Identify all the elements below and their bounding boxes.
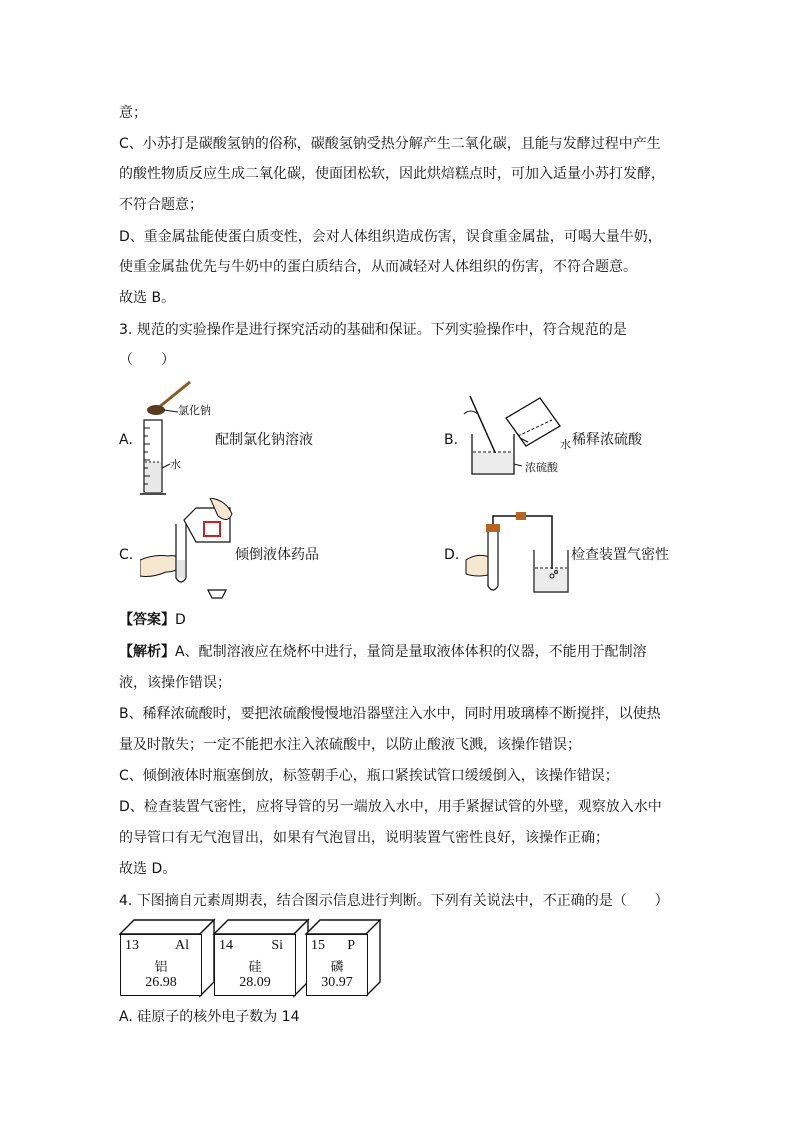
pouring-liquid-figure (140, 498, 250, 608)
atomic-mass: 30.97 (321, 975, 353, 990)
element-symbol: Si (271, 938, 283, 953)
option-c-letter: C. (119, 547, 134, 563)
text-line: 使重金属盐优先与牛奶中的蛋白质结合，从而减轻对人体组织的伤害，不符合题意。 (119, 259, 637, 275)
answer-value: D (175, 612, 186, 628)
analysis-text: A、配制溶液应在烧杯中进行，量筒是量取液体体积的仪器，不能用于配制溶 (175, 644, 647, 660)
analysis-label: 【解析】 (119, 644, 175, 660)
element-name: 磷 (330, 960, 344, 975)
option-b-caption: 稀释浓硫酸 (572, 432, 642, 448)
answer-blank: （ ） (119, 352, 175, 368)
element-card-al (120, 934, 202, 996)
option-c-caption: 倾倒液体药品 (235, 547, 319, 563)
airtightness-figure (462, 508, 572, 598)
text-line: 的酸性物质反应生成二氧化碳，使面团松软，因此烘焙糕点时，可加入适量小苏打发酵， (119, 166, 665, 182)
element-name: 硅 (248, 960, 262, 975)
option-d-caption: 检查装置气密性 (571, 547, 669, 563)
option-d-letter: D. (444, 547, 460, 563)
label-water-b: 水 (560, 438, 571, 451)
question-4-option-a: A. 硅原子的核外电子数为 14 (119, 1009, 300, 1025)
atomic-mass: 28.09 (239, 975, 271, 990)
element-name: 铝 (154, 960, 168, 975)
text-line: D、重金属盐能使蛋白质变性，会对人体组织造成伤害，误食重金属盐，可喝大量牛奶， (119, 229, 662, 245)
option-b-letter: B. (444, 432, 459, 448)
atomic-number: 15 (311, 938, 325, 953)
answer-label: 【答案】 (119, 612, 175, 628)
element-symbol: Al (175, 938, 189, 953)
element-card-p (306, 934, 368, 996)
label-water: 水 (170, 458, 181, 471)
analysis-line: 量及时散失；一定不能把水注入浓硫酸中，以防止酸液飞溅，该操作错误； (119, 737, 581, 753)
analysis-line (119, 642, 647, 662)
analysis-line: D、检查装置气密性，应将导管的另一端放入水中，用手紧握试管的外壁，观察放入水中 (119, 799, 662, 815)
analysis-line: 故选 D。 (119, 861, 177, 877)
element-card-si (214, 934, 296, 996)
option-a-caption: 配制氯化钠溶液 (215, 432, 313, 448)
analysis-line: 的导管口有无气泡冒出，如果有气泡冒出，说明装置气密性良好，该操作正确； (119, 830, 609, 846)
analysis-line: 液，该操作错误； (119, 675, 231, 691)
analysis-line: C、倾倒液体时瓶塞倒放，标签朝手心，瓶口紧挨试管口缓缓倒入，该操作错误； (119, 768, 619, 784)
label-sodium-chloride: 氯化钠 (178, 404, 211, 417)
atomic-number: 14 (219, 938, 233, 953)
text-line: 意； (119, 105, 147, 121)
question-4-stem: 4. 下图摘自元素周期表，结合图示信息进行判断。下列有关说法中，不正确的是（ ） (119, 893, 669, 909)
text-line: 不符合题意； (119, 197, 203, 213)
atomic-number: 13 (125, 938, 139, 953)
label-concentrated-acid: 浓硫酸 (525, 461, 558, 474)
element-symbol: P (347, 938, 355, 953)
analysis-line: B、稀释浓硫酸时，要把浓硫酸慢慢地沿器壁注入水中，同时用玻璃棒不断搅拌，以使热 (119, 706, 661, 722)
option-a-letter: A. (119, 432, 133, 448)
question-3-stem: 3. 规范的实验操作是进行探究活动的基础和保证。下列实验操作中，符合规范的是 (119, 322, 627, 338)
atomic-mass: 26.98 (145, 975, 177, 990)
text-line: 故选 B。 (119, 290, 176, 306)
answer-line (119, 610, 186, 630)
text-line: C、小苏打是碳酸氢钠的俗称，碳酸氢钠受热分解产生二氧化碳，且能与发酵过程中产生 (119, 136, 661, 152)
